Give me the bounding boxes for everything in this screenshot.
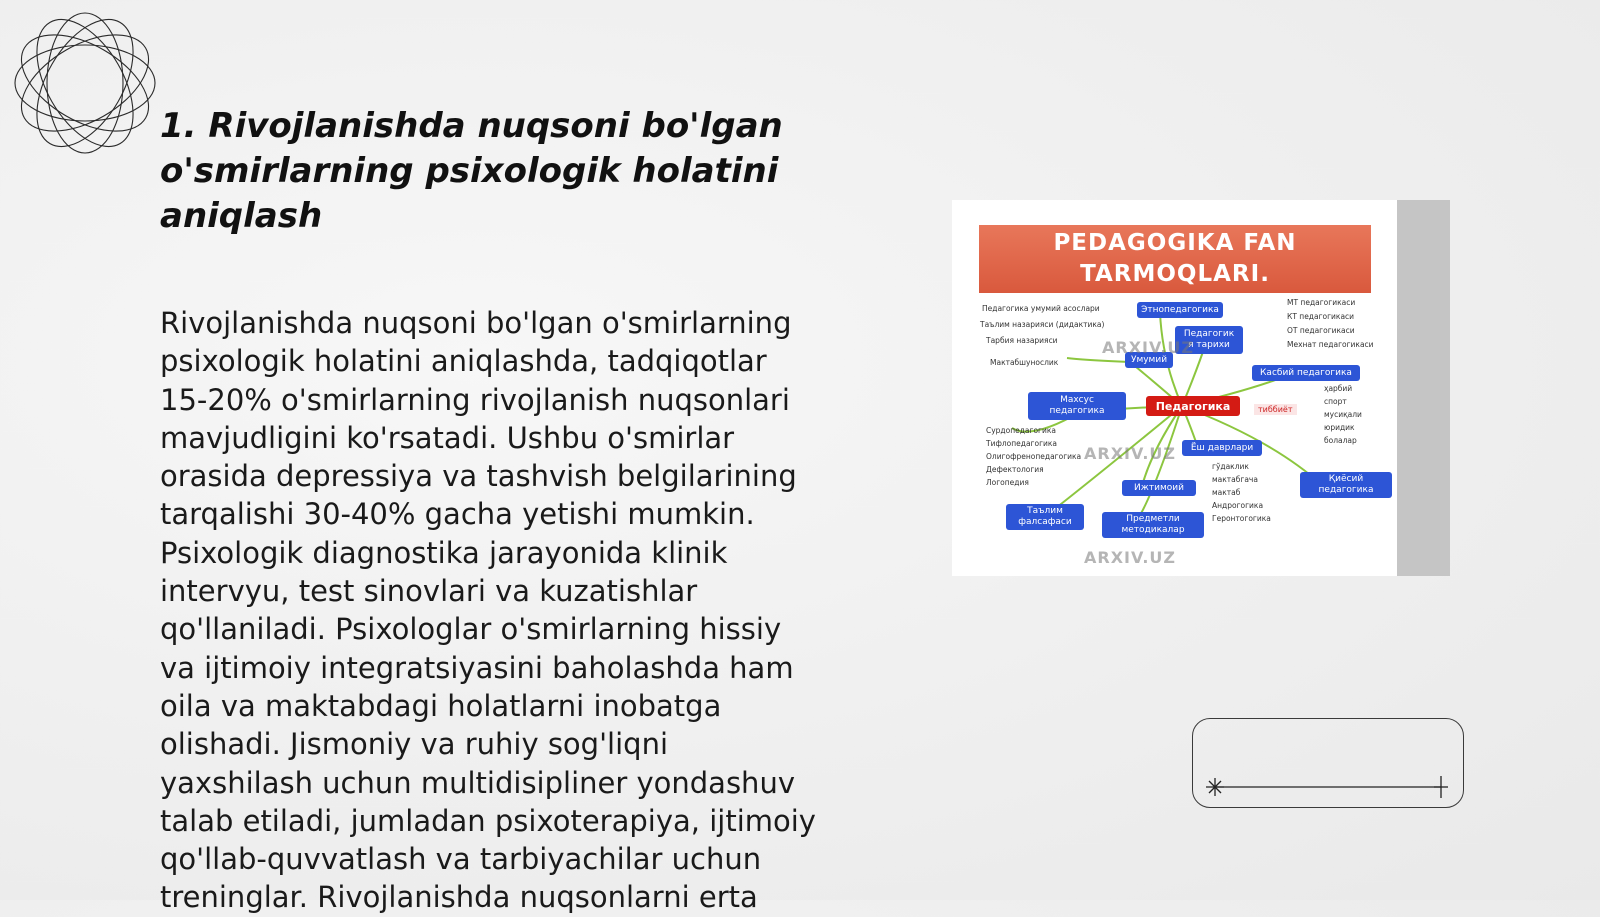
node-professional: Касбий педагогика	[1252, 365, 1360, 381]
note-right-mid-1: ҳарбий	[1324, 384, 1353, 393]
note-left-bottom-1: Сурдопедагогика	[986, 426, 1056, 435]
image-side-strip	[1397, 200, 1450, 576]
note-right-mid-4: юридик	[1324, 423, 1355, 432]
note-right-top-2: КТ педагогикаси	[1287, 312, 1355, 321]
decorative-rings-icon	[10, 8, 160, 158]
note-right-top-4: Мехнат педагогикаси	[1287, 340, 1374, 349]
banner-line-1: PEDAGOGIKA FAN	[1053, 230, 1297, 256]
note-right-top-1: МТ педагогикаси	[1287, 298, 1356, 307]
watermark-1: ARXIV.UZ	[1102, 338, 1194, 357]
note-right-top-3: ОТ педагогикаси	[1287, 326, 1355, 335]
note-left-bottom-2: Тифлопедагогика	[986, 439, 1058, 448]
note-medical: тиббиёт	[1254, 404, 1297, 415]
note-mid-bottom-3: мактаб	[1212, 488, 1241, 497]
note-left-bottom-5: Логопедия	[986, 478, 1029, 487]
note-mid-bottom-2: мактабгача	[1212, 475, 1258, 484]
node-methods: Предметли методикалар	[1102, 512, 1204, 538]
decorative-panel	[1192, 718, 1464, 808]
node-center: Педагогика	[1146, 396, 1240, 416]
note-right-mid-5: болалар	[1324, 436, 1357, 445]
node-comparative: Қиёсий педагогика	[1300, 472, 1392, 498]
note-mid-bottom-1: гўдаклик	[1212, 462, 1249, 471]
pedagogy-mindmap-image	[952, 200, 1450, 576]
node-general: Умумий	[1125, 352, 1173, 368]
mindmap	[972, 300, 1382, 576]
note-left-top-2: Таълим назарияси (дидактика)	[980, 320, 1105, 329]
note-mid-bottom-5: Геронтогогика	[1212, 514, 1271, 523]
node-history: Педагогик я тарихи	[1175, 326, 1243, 354]
note-left-top-1: Педагогика умумий асослари	[982, 304, 1100, 313]
image-banner	[979, 225, 1371, 293]
note-left-top-3: Тарбия назарияси	[986, 336, 1058, 345]
watermark-3: ARXIV.UZ	[1084, 548, 1176, 567]
note-right-mid-3: мусиқали	[1324, 410, 1362, 419]
slide-title: 1. Rivojlanishda nuqsoni bo'lgan o'smirlarning psixologik holatini aniqlash	[160, 106, 783, 236]
node-philosophy: Таълим фалсафаси	[1006, 504, 1084, 530]
note-right-mid-2: спорт	[1324, 397, 1347, 406]
note-left-bottom-4: Дефектология	[986, 465, 1044, 474]
slide-body-text: Rivojlanishda nuqsoni bo'lgan o'smirlarning psixologik holatini aniqlashda, tadqiqotlar 15-20% o'smirlarning rivojlanish nuqsonlari mavjudligini ko'rsatadi. Ushbu o'smirlar orasida depressiya va tashvish belgilarining tarqalishi 30-40% gacha yetishi mumkin. Psixologik diagnostika jarayonida klinik intervyu, test sinovlari va kuzatishlar qo'llaniladi. Psixologlar o'smirlarning hissiy va ijtimoiy integratsiyasini baholashda ham oila va maktabdagi holatlarni inobatga olishadi. Jismoniy va ruhiy sog'liqni yaxshilash uchun multidisipliner yondashuv talab etiladi, jumladan psixoterapiya, ijtimoiy qo'llab-quvvatlash va tarbiyachilar uchun treninglar. Rivojlanishda nuqsonlarni erta	[160, 306, 816, 915]
node-ethnopedagogy: Этнопедагогика	[1137, 302, 1223, 318]
note-left-bottom-3: Олигофренопедагогика	[986, 452, 1082, 461]
note-left-top-4: Мактабшунослик	[990, 358, 1059, 367]
sparkle-line-icon	[1205, 775, 1451, 799]
node-special: Махсус педагогика	[1028, 392, 1126, 420]
node-social: Ижтимоий	[1122, 480, 1196, 496]
watermark-2: ARXIV.UZ	[1084, 444, 1176, 463]
note-mid-bottom-4: Андрогогика	[1212, 501, 1264, 510]
node-age-periods: Ёш даврлари	[1182, 440, 1262, 456]
banner-line-2: TARMOQLARI.	[1080, 261, 1270, 287]
